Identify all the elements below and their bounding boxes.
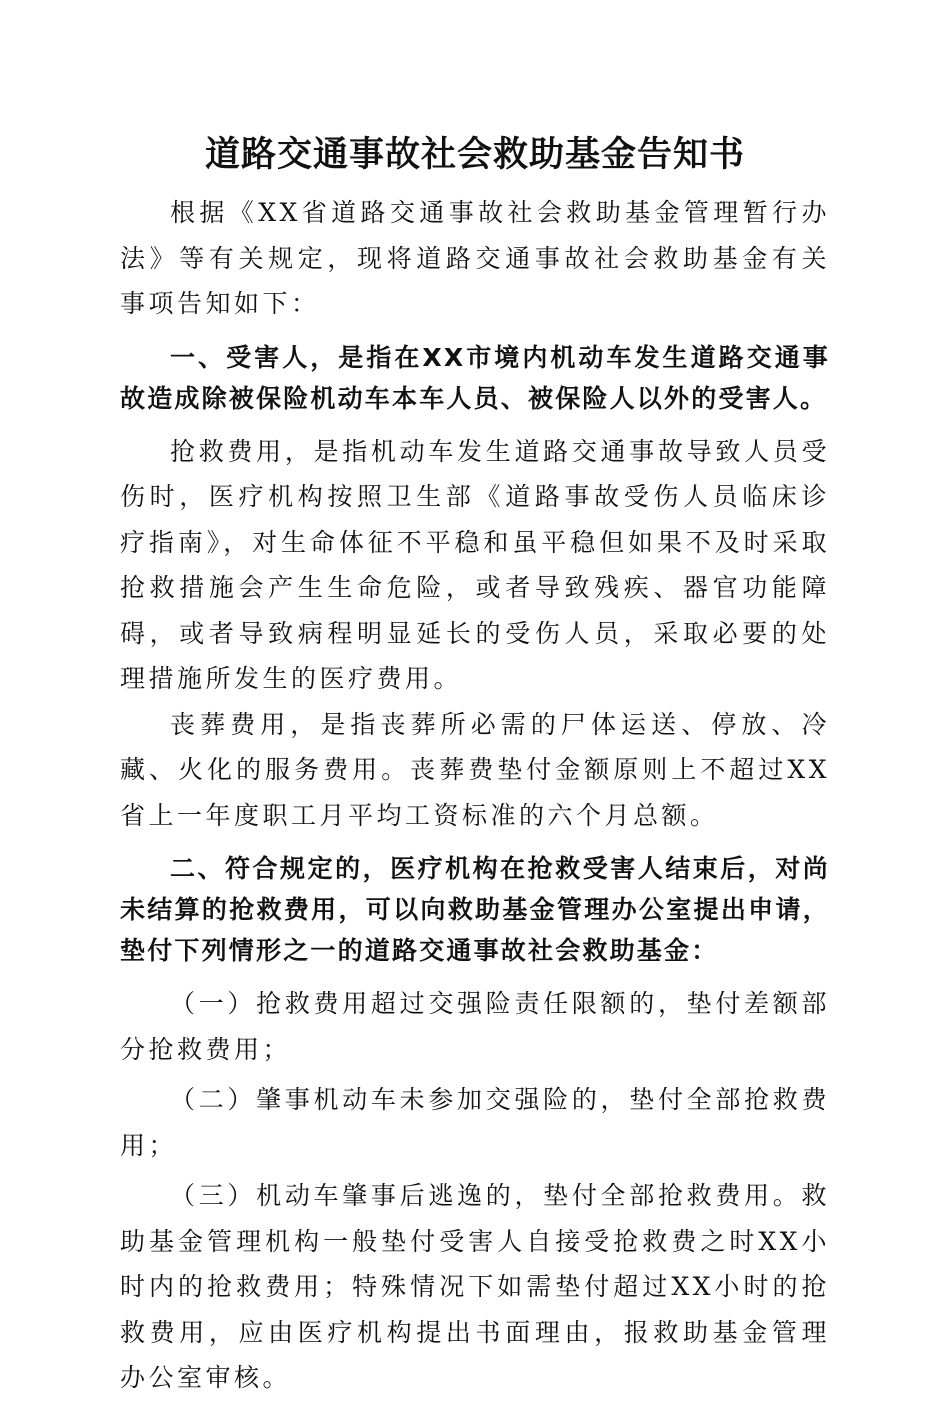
list-item-three: （三）机动车肇事后逃逸的，垫付全部抢救费用。救助基金管理机构一般垫付受害人自接受抢救费之时XX小时内的抢救费用；特殊情况下如需垫付超过XX小时的抢救费用，应由医疗机构提出书面理由，报救助基金管理办公室审核。 [120, 1181, 830, 1392]
list-item-one: （一）抢救费用超过交强险责任限额的，垫付差额部分抢救费用； [120, 989, 830, 1064]
section-one-heading: 一、受害人，是指在XX市境内机动车发生道路交通事故造成除被保险机动车本车人员、被保险人以外的受害人。 [120, 342, 830, 413]
section-two-heading: 二、符合规定的，医疗机构在抢救受害人结束后，对尚未结算的抢救费用，可以向救助基金管理办公室提出申请，垫付下列情形之一的道路交通事故社会救助基金： [120, 854, 830, 965]
list-item-two: （二）肇事机动车未参加交强险的，垫付全部抢救费用； [120, 1085, 830, 1160]
funeral-costs-paragraph: 丧葬费用，是指丧葬所必需的尸体运送、停放、冷藏、火化的服务费用。丧葬费垫付金额原则上不超过XX省上一年度职工月平均工资标准的六个月总额。 [120, 709, 830, 830]
document-title: 道路交通事故社会救助基金告知书 [204, 134, 745, 175]
rescue-costs-paragraph: 抢救费用，是指机动车发生道路交通事故导致人员受伤时，医疗机构按照卫生部《道路事故受伤人员临床诊疗指南》，对生命体征不平稳和虽平稳但如果不及时采取抢救措施会产生生命危险，或者导致残疾、器官功能障碍，或者导致病程明显延长的受伤人员，采取必要的处理措施所发生的医疗费用。 [120, 436, 830, 693]
intro-paragraph: 根据《XX省道路交通事故社会救助基金管理暂行办法》等有关规定，现将道路交通事故社会救助基金有关事项告知如下： [120, 198, 830, 318]
document-page [120, 126, 830, 1401]
